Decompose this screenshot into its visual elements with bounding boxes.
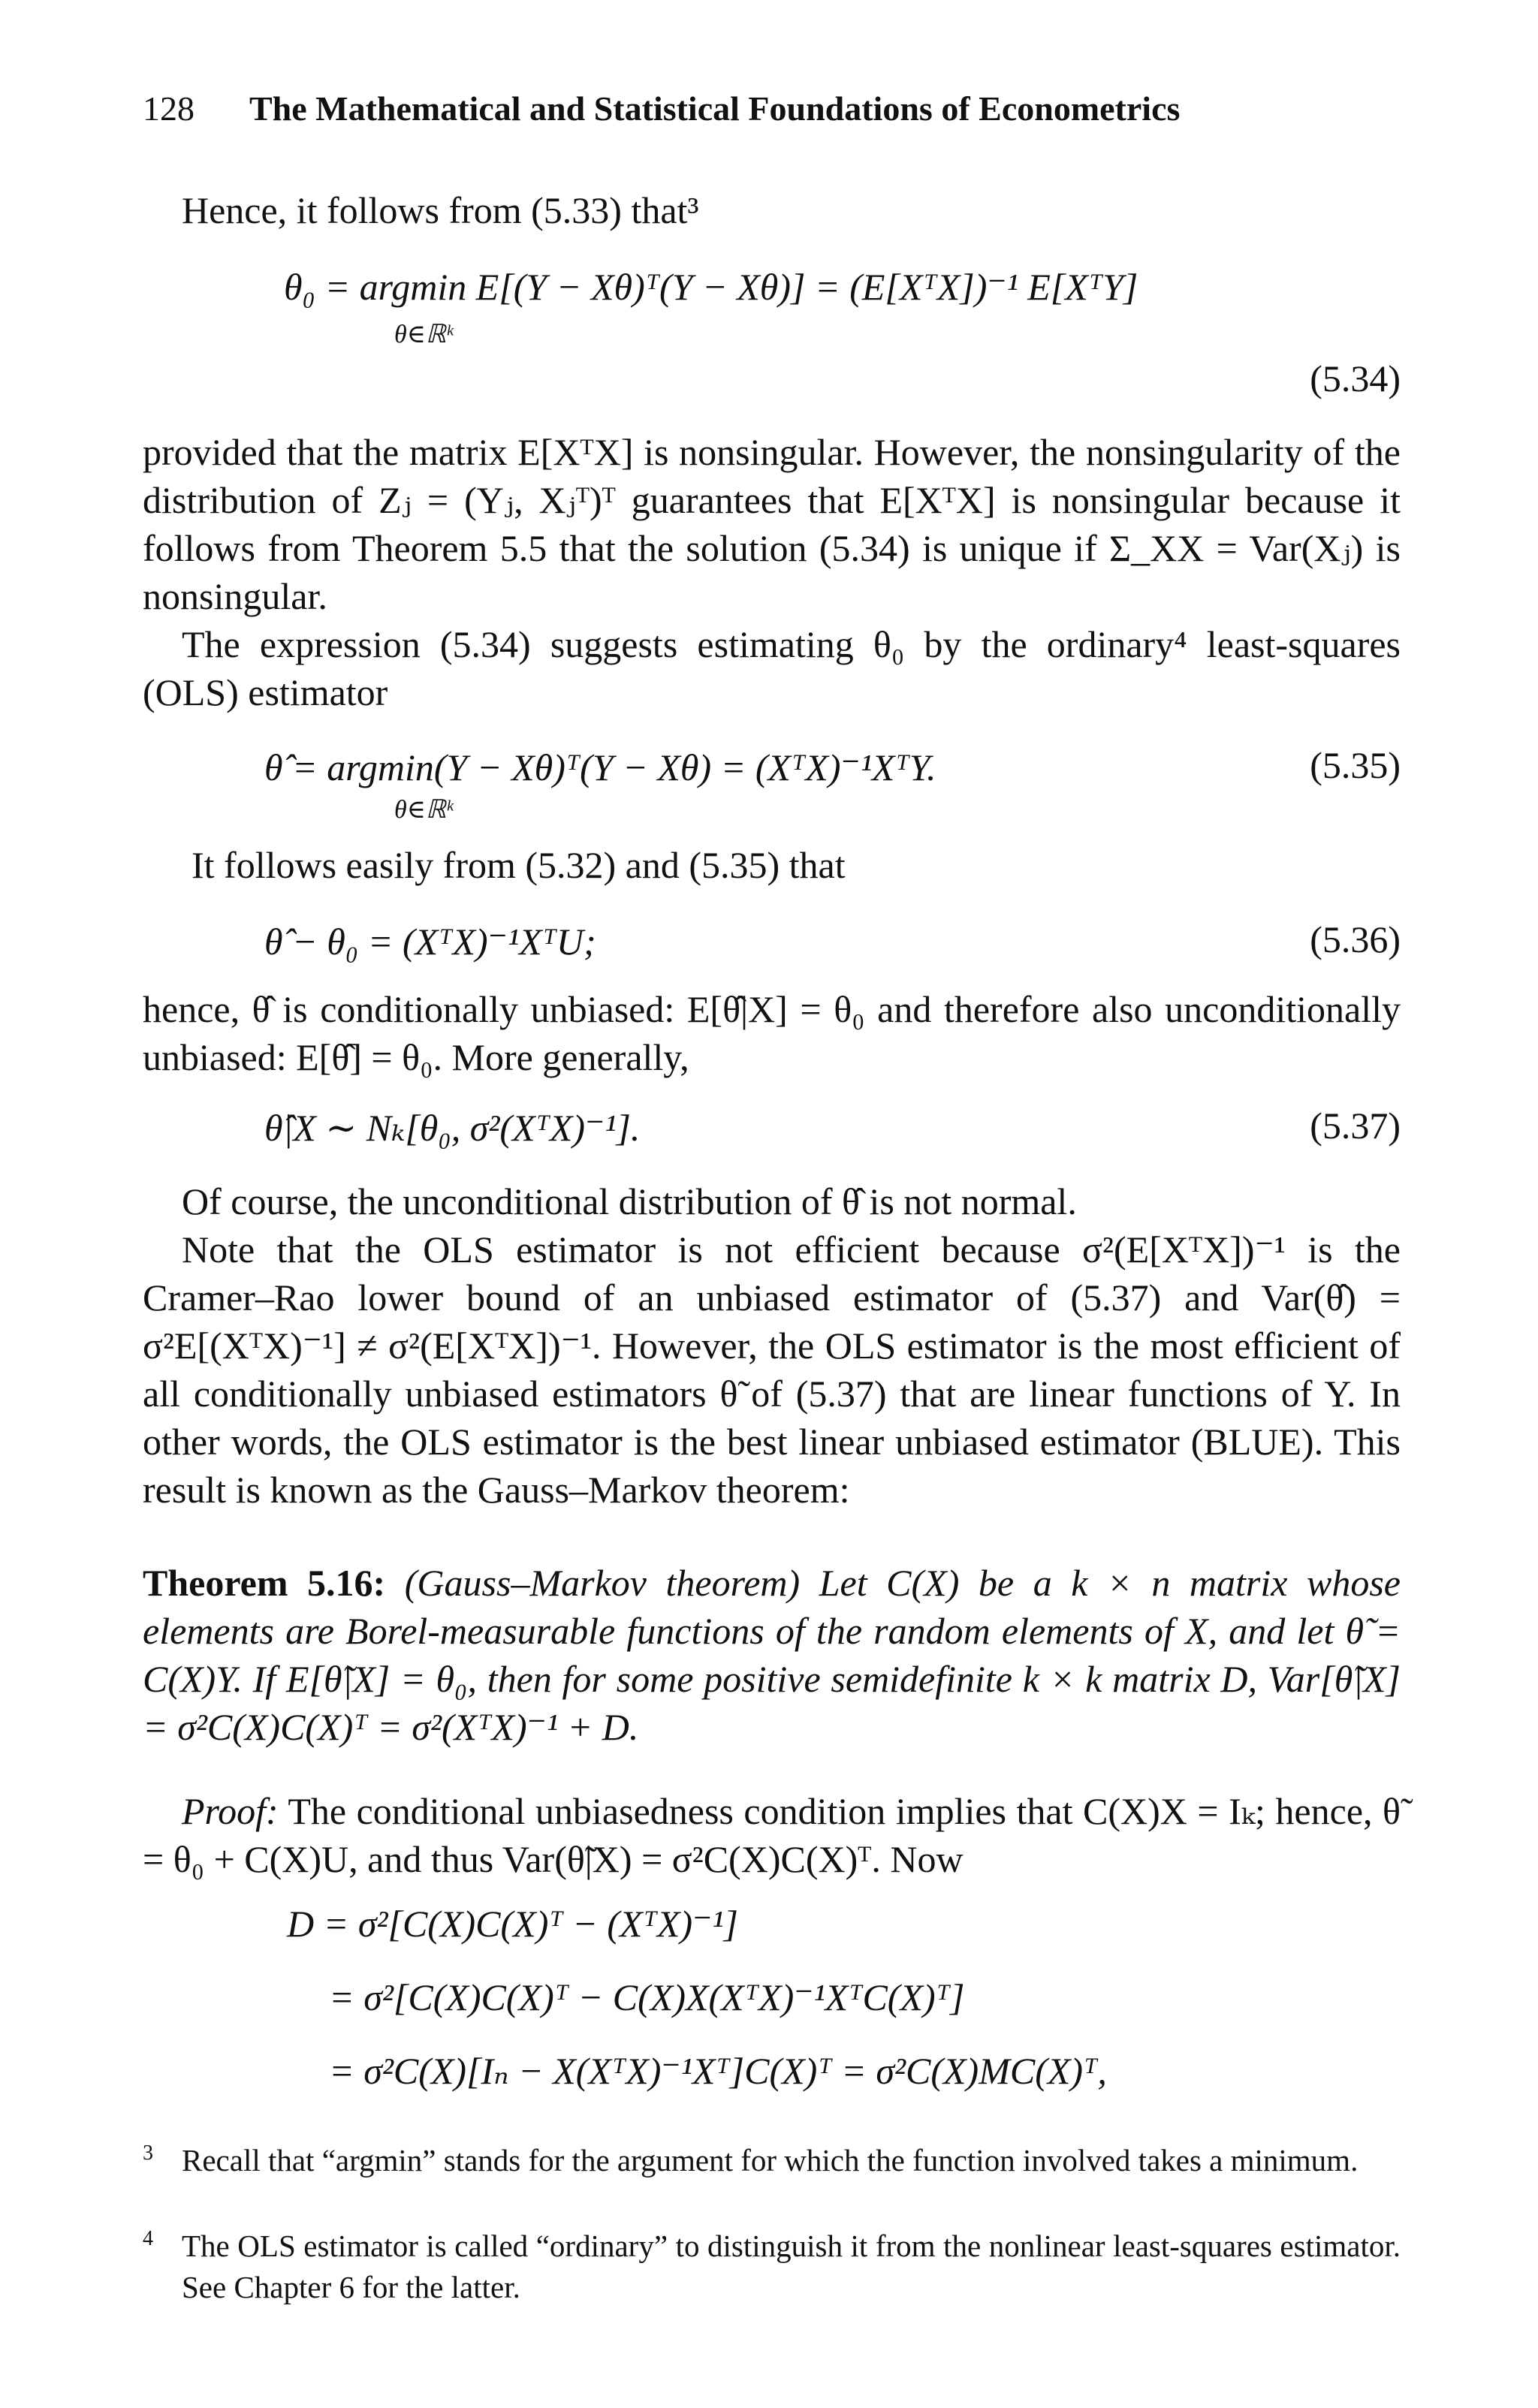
footnote-4 — [143, 2226, 1401, 2308]
footnote-text: The OLS estimator is called “ordinary” to distinguish it from the nonlinear least-squares estimator. See Chapter 6 for the latter. — [182, 2229, 1401, 2304]
paragraph-ols-intro: The expression (5.34) suggests estimating θ₀ by the ordinary⁴ least-squares (OLS) estimator — [143, 623, 1401, 713]
paragraph-follows: It follows easily from (5.32) and (5.35) that — [191, 844, 846, 886]
theorem-body: (Gauss–Markov theorem) Let C(X) be a k × n matrix whose elements are Borel-measurable functions of the random elements of X, and let θ̃ = C(X)Y. If E[θ̃|X] = θ₀, then for some positive semidefinite k × k matrix D, Var[θ̃|X] = σ²C(X)C(X)ᵀ = σ²(XᵀX)⁻¹ + D. — [143, 1562, 1401, 1748]
equation-5-37: θ̂|X ∼ Nₖ[θ₀, σ²(XᵀX)⁻¹]. — [264, 1107, 641, 1149]
equation-number-5-34: (5.34) — [1310, 357, 1401, 399]
equation-5-35: θ̂ = argmin(Y − Xθ)ᵀ(Y − Xθ) = (XᵀX)⁻¹XᵀY. — [264, 746, 936, 788]
equation-5-34-subscript: θ∈ℝᵏ — [394, 321, 454, 348]
d-equation-line-3: = σ²C(X)[Iₙ − X(XᵀX)⁻¹Xᵀ]C(X)ᵀ = σ²C(X)MC(X)ᵀ, — [329, 2050, 1107, 2092]
proof-text: The conditional unbiasedness condition implies that C(X)X = Iₖ; hence, θ̃ = θ₀ + C(X)U, and thus Var(θ̃|X) = σ²C(X)C(X)ᵀ. Now — [143, 1790, 1401, 1880]
paragraph-efficiency: Note that the OLS estimator is not efficient because σ²(E[XᵀX])⁻¹ is the Cramer–Rao lower bound of an unbiased estimator of (5.37) and Var(θ̂) = σ²E[(XᵀX)⁻¹] ≠ σ²(E[XᵀX])⁻¹. However, the OLS estimator is the most efficient of all conditionally unbiased estimators θ̃ of (5.37) that are linear functions of Y. In other words, the OLS estimator is the best linear unbiased estimator (BLUE). This result is known as the Gauss–Markov theorem: — [143, 1228, 1401, 1511]
footnote-mark: 3 — [143, 2141, 153, 2165]
paragraph-unbiased: hence, θ̂ is conditionally unbiased: E[θ̂|X] = θ₀ and therefore also unconditionally unbiased: E[θ̂] = θ₀. More generally, — [143, 988, 1401, 1078]
proof-label: Proof: — [182, 1790, 279, 1832]
intro-line: Hence, it follows from (5.33) that³ — [182, 189, 699, 231]
paragraph-nonsingularity: provided that the matrix E[XᵀX] is nonsingular. However, the nonsingularity of the distribution of Zⱼ = (Yⱼ, Xⱼᵀ)ᵀ guarantees that E[XᵀX] is nonsingular because it follows from Theorem 5.5 that the solution (5.34) is unique if Σ_XX = Var(Xⱼ) is nonsingular. — [143, 431, 1401, 617]
theorem-5-16 — [143, 1559, 1401, 1751]
equation-5-34: θ₀ = argmin E[(Y − Xθ)ᵀ(Y − Xθ)] = (E[XᵀX])⁻¹ E[XᵀY] — [284, 266, 1138, 308]
running-title: The Mathematical and Statistical Foundations of Econometrics — [249, 89, 1181, 128]
theorem-title: Theorem 5.16: — [143, 1562, 386, 1604]
page-number: 128 — [143, 89, 195, 128]
equation-number-5-36: (5.36) — [1310, 918, 1401, 960]
footnote-text: Recall that “argmin” stands for the argument for which the function involved takes a minimum. — [182, 2143, 1359, 2177]
footnote-3 — [143, 2140, 1401, 2181]
running-header — [143, 89, 1412, 134]
d-equation-line-2: = σ²[C(X)C(X)ᵀ − C(X)X(XᵀX)⁻¹XᵀC(X)ᵀ] — [329, 1976, 965, 2018]
proof-paragraph — [143, 1787, 1401, 1883]
equation-number-5-37: (5.37) — [1310, 1105, 1401, 1147]
paragraph-not-normal: Of course, the unconditional distribution of θ̂ is not normal. — [182, 1180, 1077, 1222]
equation-5-35-subscript: θ∈ℝᵏ — [394, 796, 454, 824]
equation-5-36: θ̂ − θ₀ = (XᵀX)⁻¹XᵀU; — [264, 921, 596, 963]
footnote-mark: 4 — [143, 2227, 153, 2250]
equation-number-5-35: (5.35) — [1310, 744, 1401, 786]
d-equation-line-1: D = σ²[C(X)C(X)ᵀ − (XᵀX)⁻¹] — [287, 1903, 738, 1945]
